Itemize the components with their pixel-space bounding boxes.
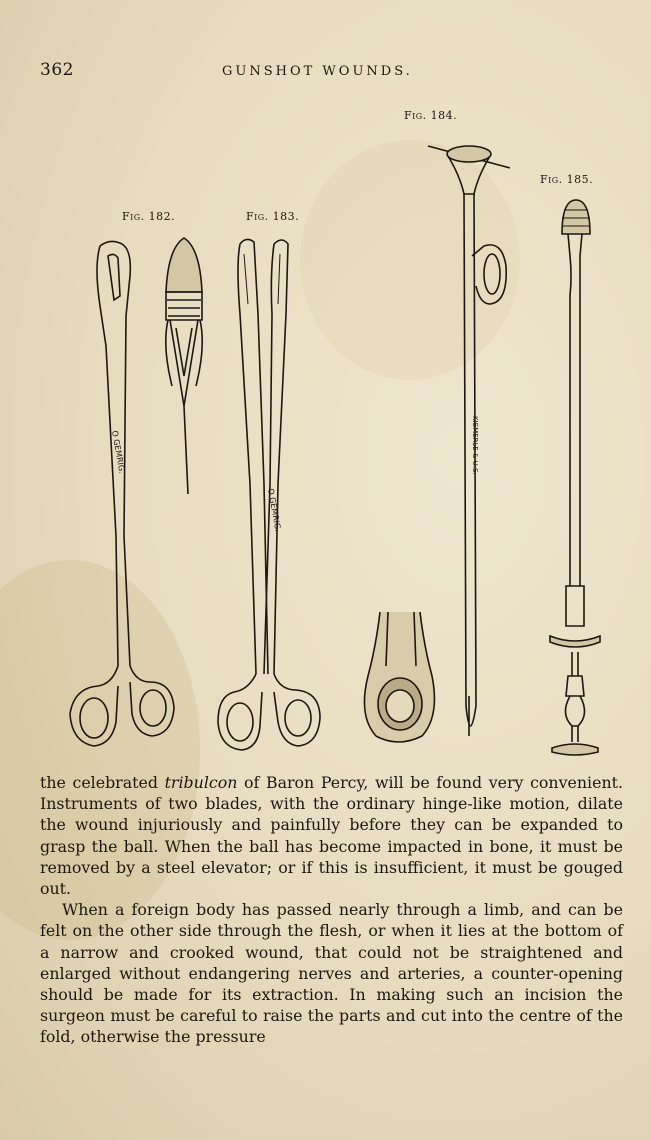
italic-term: tribulcon [164,773,238,792]
extractor-185-illustration [542,196,610,760]
engraving-text: O GEMRIG. [266,487,283,533]
engraving-text: KIEMERLE & U.S. [471,416,479,475]
page-number: 362 [40,60,74,80]
probe-184-illustration [424,136,514,756]
figure-label-185: Fig. 185. [540,173,594,186]
engraving-text: O GEMRIG. [110,429,127,475]
text-span: the celebrated [40,773,165,792]
running-title: GUNSHOT WOUNDS. [222,64,413,79]
body-text [40,772,623,1048]
paragraph: When a foreign body has passed nearly through a limb, and can be felt on the other side through the flesh, or when it lies at the bottom of a narrow and crooked wound, that could not be straightened and enlarged without endangering nerves and arteries, a counter-opening should be made for its extraction. In making such an incision the surgeon must be careful to raise the parts and cut into the centre of the fold, otherwise the pressure [40,900,623,1047]
figure-label-183: Fig. 183. [246,210,300,223]
bullet-cone-illustration [158,236,210,500]
forceps-183-illustration [212,234,332,754]
figure-label-184: Fig. 184. [404,109,458,122]
paragraph [40,772,623,899]
figure-label-182: Fig. 182. [122,210,176,223]
text-span: of Baron Percy, will be found very convenient. Instruments of two blades, with the ordinary hinge-like motion, dilate the wound injuriously and painfully before they can be expanded to grasp the ball. When the ball has become impacted in bone, it must be removed by a steel elevator; or if this is insufficient, it must be gouged out. [40,773,623,899]
